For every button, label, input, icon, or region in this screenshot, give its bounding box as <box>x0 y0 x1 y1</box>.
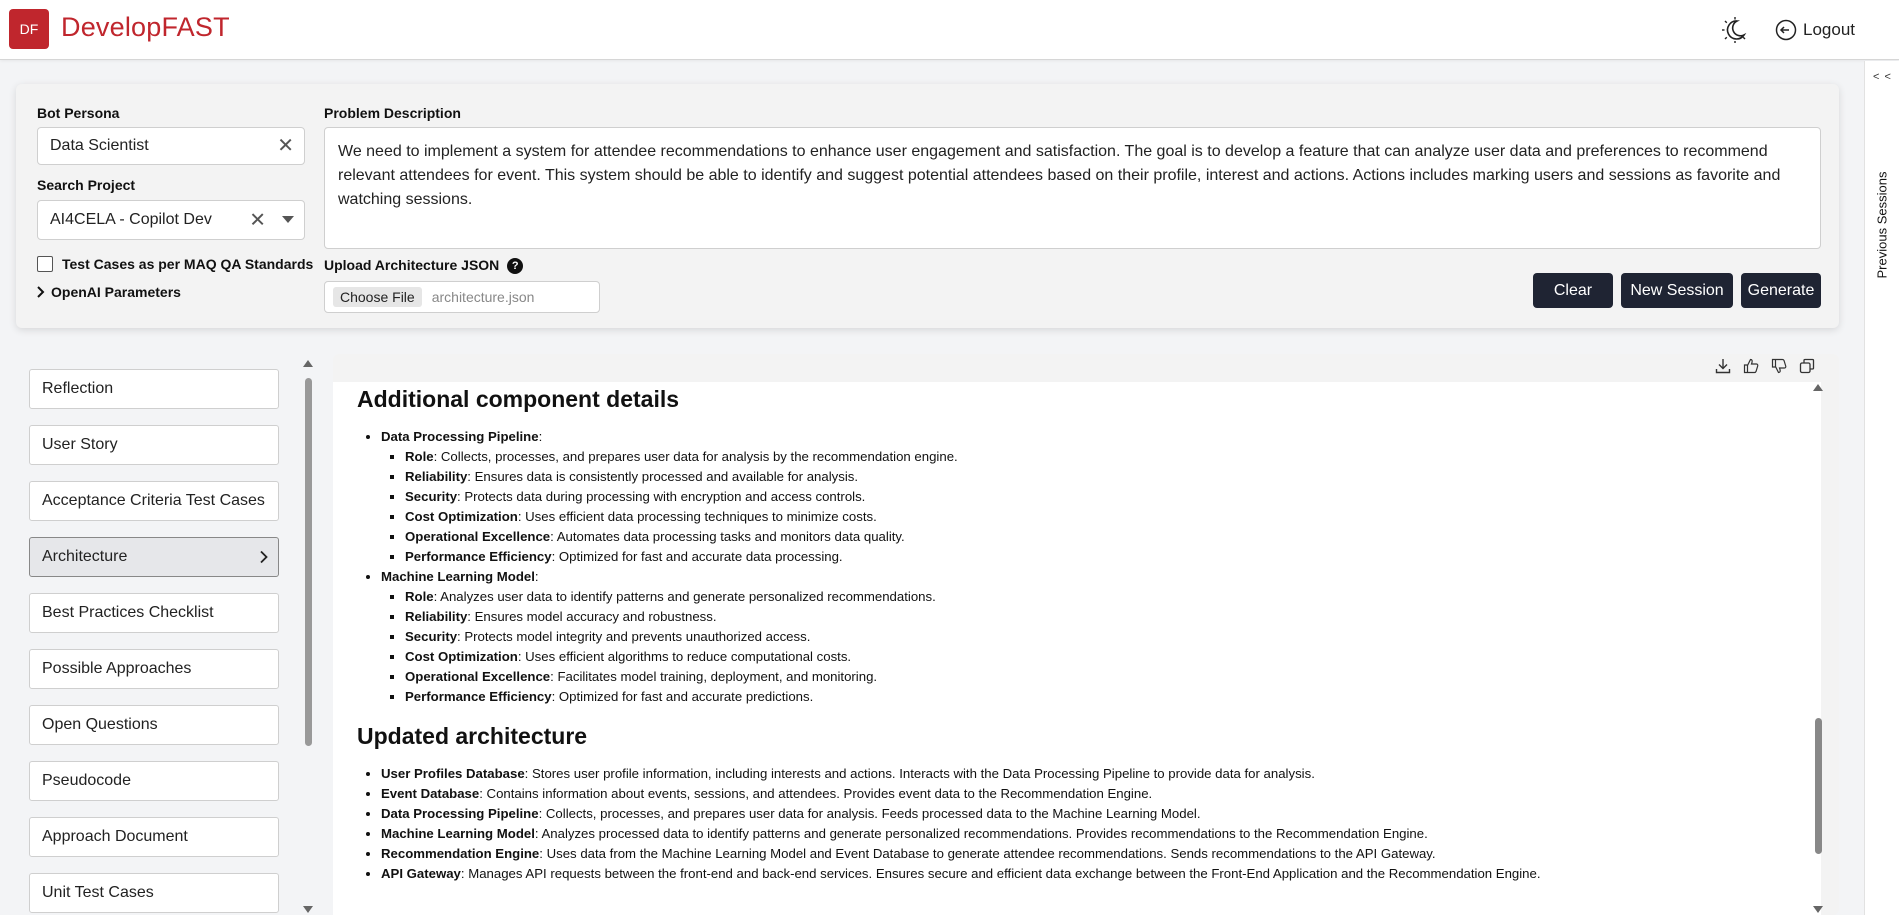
nav-item-label: Reflection <box>42 380 114 397</box>
detail-key: Operational Excellence <box>405 669 551 684</box>
detail-value: : Contains information about events, sessions, and attendees. Provides event data to the Recommendation Engine. <box>479 786 1153 801</box>
nav-item-label: Best Practices Checklist <box>42 604 214 621</box>
list-item <box>405 687 1797 707</box>
search-project-select[interactable] <box>37 200 305 240</box>
nav-item-label: Approach Document <box>42 828 188 845</box>
list-item <box>405 487 1797 507</box>
section-nav <box>16 352 318 915</box>
detail-value: : Protects data during processing with encryption and access controls. <box>457 489 866 504</box>
output-panel <box>333 354 1839 915</box>
section-heading: Updated architecture <box>357 723 588 749</box>
output-toolbar <box>1715 358 1815 374</box>
search-project-value: AI4CELA - Copilot Dev <box>50 211 212 228</box>
test-cases-row <box>37 256 313 272</box>
detail-value: : Uses efficient data processing techniques to minimize costs. <box>517 509 877 524</box>
app-logo: DF <box>9 9 49 49</box>
problem-description-label: Problem Description <box>324 105 461 121</box>
list-item <box>381 864 1797 884</box>
nav-item-label: Unit Test Cases <box>42 884 154 901</box>
test-cases-checkbox[interactable] <box>37 256 53 272</box>
list-item <box>405 627 1797 647</box>
list-item <box>405 447 1797 467</box>
help-icon[interactable]: ? <box>507 258 523 274</box>
chevron-right-icon <box>260 551 268 564</box>
copy-icon[interactable] <box>1799 358 1815 374</box>
list-item <box>405 547 1797 567</box>
detail-key: Cost Optimization <box>405 649 518 664</box>
detail-key: Machine Learning Model <box>381 826 535 841</box>
detail-value: : Uses data from the Machine Learning Model and Event Database to generate attendee recommendations. Sends recommendations to the API Gateway. <box>539 846 1436 861</box>
chevron-right-icon <box>37 286 45 298</box>
component-name: Data Processing Pipeline <box>381 429 539 444</box>
architecture-file-input[interactable] <box>324 281 600 313</box>
detail-key: Security <box>405 629 458 644</box>
nav-item-user-story[interactable] <box>29 425 279 465</box>
detail-key: Security <box>405 489 458 504</box>
detail-value: : Facilitates model training, deployment, and monitoring. <box>550 669 878 684</box>
bot-persona-field[interactable] <box>37 127 305 165</box>
nav-item-acceptance-criteria[interactable] <box>29 481 279 521</box>
list-item <box>405 467 1797 487</box>
detail-value: : Ensures model accuracy and robustness. <box>467 609 717 624</box>
bot-persona-value: Data Scientist <box>50 137 149 154</box>
detail-key: Reliability <box>405 609 468 624</box>
nav-item-reflection[interactable] <box>29 369 279 409</box>
output-content <box>333 382 1821 915</box>
component-name: Machine Learning Model <box>381 569 535 584</box>
list-item <box>381 784 1797 804</box>
problem-description-textarea[interactable]: We need to implement a system for attendee recommendations to enhance user engagement and satisfaction. The goal is to develop a feature that can analyze user data and preferences to recommend relevant attendees for event. This system should be able to identify and suggest potential attendees based on their profile, interest and actions. Actions includes marking users and sessions as favorite and watching sessions. <box>324 127 1821 249</box>
detail-key: Cost Optimization <box>405 509 518 524</box>
clear-persona-icon[interactable]: ✕ <box>277 135 294 157</box>
detail-key: Reliability <box>405 469 468 484</box>
list-item: • Data Processing Pipeline: ▪ Role: Collects, processes, and prepares user data for analysis by the recommendation engine. ▪ Reliability: Ensures data is consistently processed and available for analysis. ▪ Security: Protects data during processing with encryption and access controls. ▪ Cost Optimization: Uses efficient data processing techniques to minimize costs. ▪ Operational Excellence: Automates data processing tasks and monitors data quality. ▪ Performance Efficiency: Optimized for fast and accurate data processing. <box>381 427 1797 567</box>
moon-icon <box>1721 16 1749 44</box>
detail-key: Role <box>405 589 434 604</box>
nav-item-label: Open Questions <box>42 716 158 733</box>
list-item <box>405 647 1797 667</box>
new-session-button[interactable]: New Session <box>1621 273 1733 308</box>
list-item <box>405 667 1797 687</box>
list-item: • Machine Learning Model: ▪ Role: Analyzes user data to identify patterns and generate personalized recommendations. ▪ Reliability: Ensures model accuracy and robustness. ▪ Security: Protects model integrity and prevents unauthorized access. ▪ Cost Optimization: Uses efficient algorithms to reduce computational costs. ▪ Operational Excellence: Facilitates model training, deployment, and monitoring. ▪ Performance Efficiency: Optimized for fast and accurate predictions. <box>381 567 1797 707</box>
nav-item-best-practices[interactable] <box>29 593 279 633</box>
detail-value: : Optimized for fast and accurate predictions. <box>551 689 814 704</box>
thumbs-down-icon[interactable] <box>1771 358 1787 374</box>
detail-value: : Uses efficient algorithms to reduce computational costs. <box>517 649 852 664</box>
detail-key: Data Processing Pipeline <box>381 806 539 821</box>
scroll-down-icon[interactable] <box>303 906 313 913</box>
scroll-down-icon[interactable] <box>1813 906 1823 913</box>
detail-value: : Automates data processing tasks and monitors data quality. <box>550 529 905 544</box>
list-item <box>381 764 1797 784</box>
content-scrollbar[interactable] <box>1812 382 1826 915</box>
list-item <box>405 527 1797 547</box>
search-project-label: Search Project <box>37 177 136 193</box>
input-panel <box>16 84 1839 328</box>
scroll-up-icon[interactable] <box>303 360 313 367</box>
nav-item-approach-document[interactable] <box>29 817 279 857</box>
list-item <box>381 804 1797 824</box>
detail-value: : Stores user profile information, including interests and actions. Interacts with the Data Processing Pipeline to provide data for analysis. <box>524 766 1315 781</box>
detail-key: Operational Excellence <box>405 529 551 544</box>
logout-icon <box>1775 19 1797 41</box>
list-item <box>405 607 1797 627</box>
detail-value: : Optimized for fast and accurate data processing. <box>551 549 843 564</box>
nav-item-architecture[interactable] <box>29 537 279 577</box>
detail-key: Performance Efficiency <box>405 689 552 704</box>
logout-button[interactable] <box>1775 17 1855 43</box>
detail-value: : Ensures data is consistently processed and available for analysis. <box>467 469 859 484</box>
detail-value: : Analyzes processed data to identify patterns and generate personalized recommendations. Provides recommendations to the Recommendation Engine. <box>534 826 1428 841</box>
architecture-list <box>357 764 1797 884</box>
nav-item-unit-test-cases[interactable] <box>29 873 279 913</box>
nav-item-open-questions[interactable] <box>29 705 279 745</box>
upload-architecture-label <box>324 257 523 274</box>
detail-value: : Collects, processes, and prepares user data for analysis. Feeds processed data to the Machine Learning Model. <box>538 806 1201 821</box>
app-title: DevelopFAST <box>61 12 230 42</box>
test-cases-label: Test Cases as per MAQ QA Standards <box>62 256 314 272</box>
detail-key: User Profiles Database <box>381 766 525 781</box>
list-item <box>405 507 1797 527</box>
previous-sessions-rail <box>1864 61 1899 915</box>
theme-toggle-button[interactable] <box>1720 15 1750 45</box>
detail-key: Recommendation Engine <box>381 846 540 861</box>
openai-parameters-label: OpenAI Parameters <box>51 284 181 300</box>
list-item <box>405 587 1797 607</box>
nav-item-label: User Story <box>42 436 118 453</box>
logout-label: Logout <box>1803 20 1855 39</box>
thumbs-up-icon[interactable] <box>1743 358 1759 374</box>
section-heading: Additional component details <box>357 386 680 412</box>
clear-project-icon[interactable]: ✕ <box>249 209 266 232</box>
list-item <box>381 824 1797 844</box>
detail-key: API Gateway <box>381 866 461 881</box>
download-icon[interactable] <box>1715 358 1731 374</box>
nav-scroll-thumb[interactable] <box>305 378 312 746</box>
detail-key: Role <box>405 449 434 464</box>
nav-item-label: Possible Approaches <box>42 660 192 677</box>
detail-value: : Protects model integrity and prevents unauthorized access. <box>457 629 811 644</box>
nav-item-label: Architecture <box>42 548 128 565</box>
bot-persona-label: Bot Persona <box>37 105 120 121</box>
previous-sessions-label[interactable]: Previous Sessions <box>1874 171 1890 279</box>
detail-value: : Collects, processes, and prepares user data for analysis by the recommendation engine. <box>433 449 958 464</box>
app-header <box>0 0 1899 60</box>
content-scroll-thumb[interactable] <box>1815 718 1822 854</box>
component-list <box>357 427 1797 707</box>
rail-toggle-button[interactable]: < < <box>1873 71 1892 83</box>
detail-value: : Manages API requests between the front-end and back-end services. Ensures secure and efficient data exchange between the Front-End Application and the Recommendation Engine. <box>460 866 1541 881</box>
upload-architecture-text: Upload Architecture JSON <box>324 257 500 273</box>
clear-button[interactable]: Clear <box>1533 273 1613 308</box>
nav-item-pseudocode[interactable] <box>29 761 279 801</box>
openai-parameters-expander[interactable] <box>37 284 181 300</box>
nav-item-label: Pseudocode <box>42 772 131 789</box>
scroll-up-icon[interactable] <box>1813 384 1823 391</box>
list-item <box>381 844 1797 864</box>
chevron-down-icon[interactable] <box>282 216 294 224</box>
nav-scrollbar[interactable] <box>302 358 314 915</box>
detail-key: Performance Efficiency <box>405 549 552 564</box>
choose-file-button[interactable]: Choose File <box>333 287 422 307</box>
detail-value: : Analyzes user data to identify patterns and generate personalized recommendations. <box>433 589 936 604</box>
file-name: architecture.json <box>431 289 535 305</box>
nav-item-possible-approaches[interactable] <box>29 649 279 689</box>
nav-item-label: Acceptance Criteria Test Cases <box>42 492 265 509</box>
generate-button[interactable]: Generate <box>1741 273 1821 308</box>
detail-key: Event Database <box>381 786 480 801</box>
